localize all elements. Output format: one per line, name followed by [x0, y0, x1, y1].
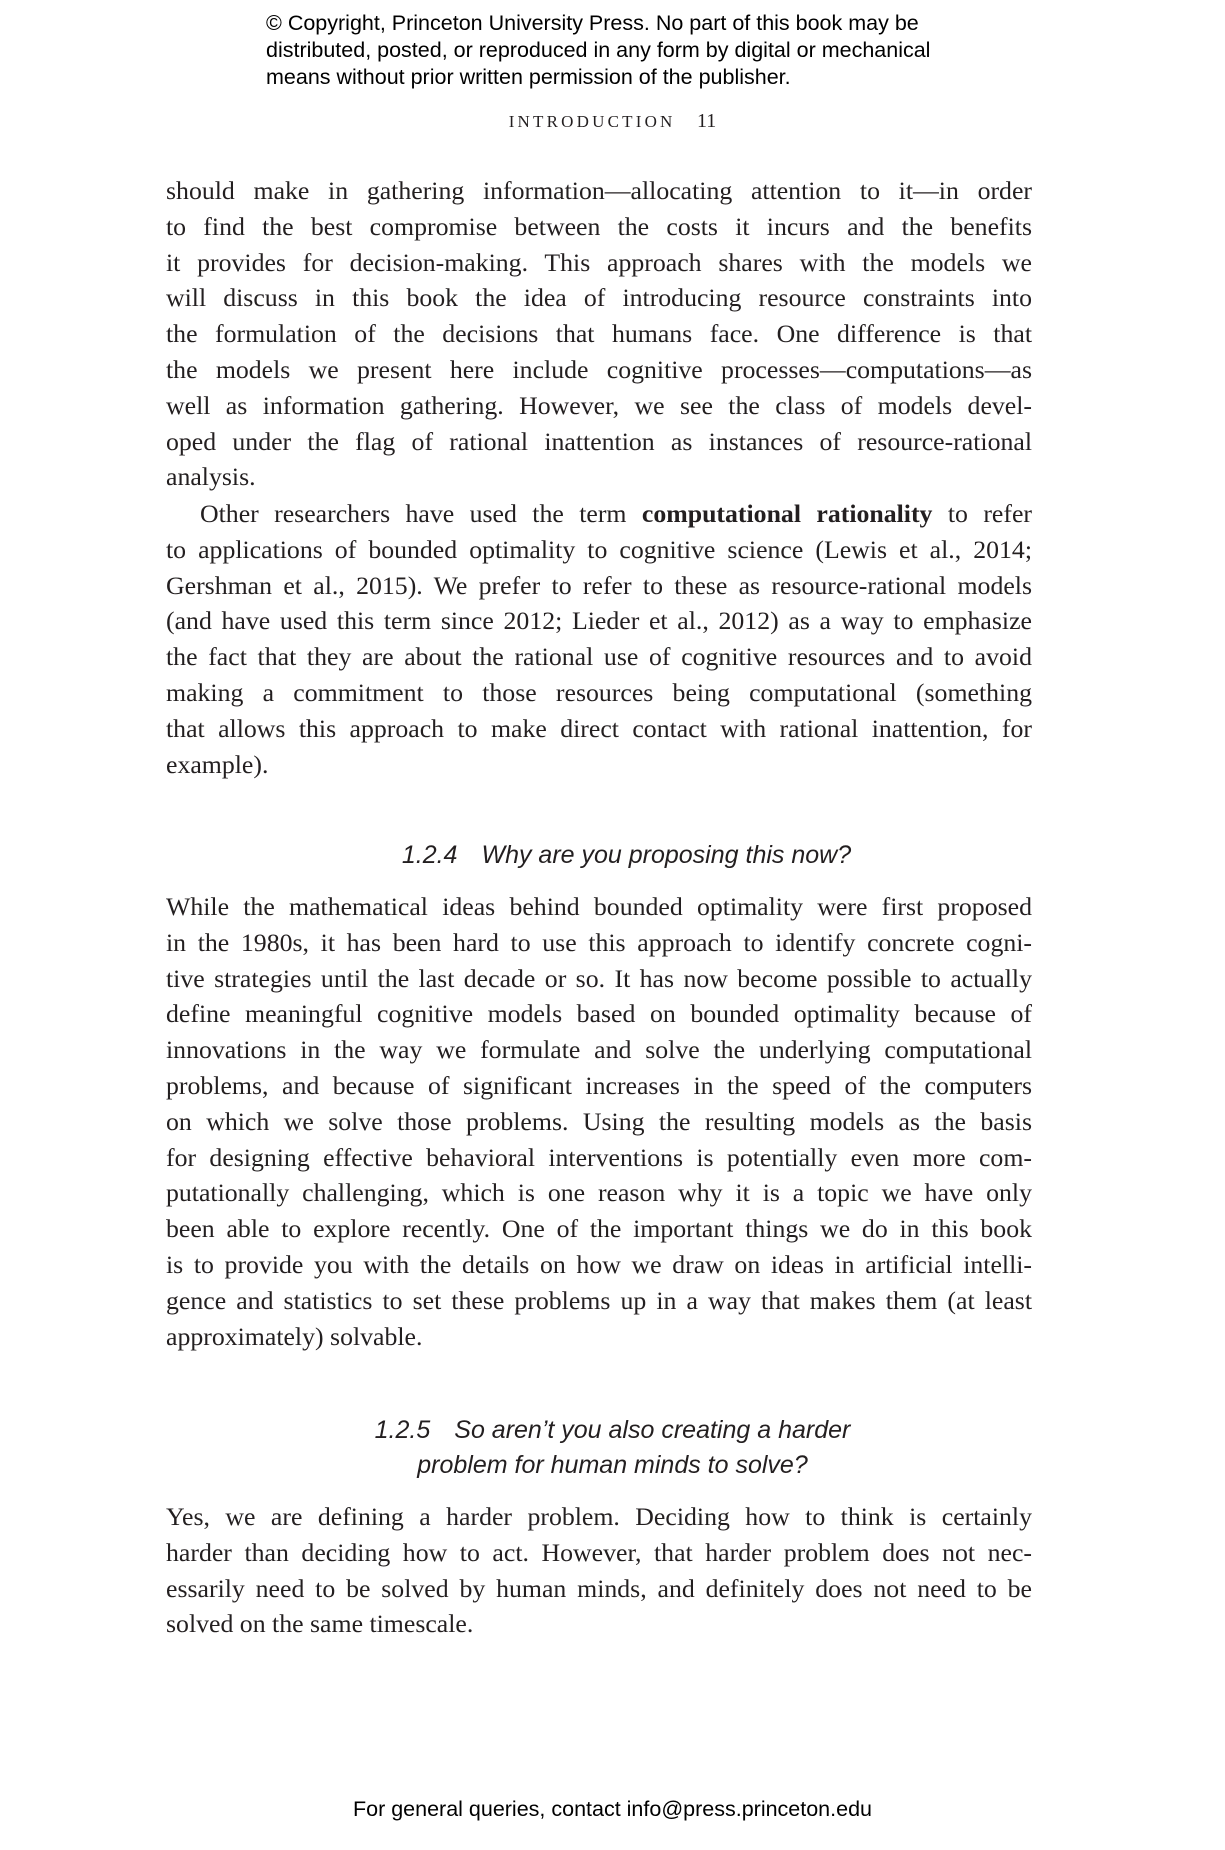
- copyright-line: distributed, posted, or reproduced in any form by digital or mechanical: [266, 38, 931, 62]
- text-line: the formulation of the decisions that humans face. One difference is that: [166, 319, 1032, 349]
- running-head: [0, 110, 1225, 133]
- section-number: 1.2.4: [401, 841, 458, 869]
- text-line: is to provide you with the details on how we draw on ideas in artificial intelli-: [166, 1249, 1032, 1279]
- text-line: Yes, we are defining a harder problem. Deciding how to think is certainly: [166, 1502, 1032, 1531]
- copyright-line: means without prior written permission of the publisher.: [266, 65, 791, 89]
- text-line: essarily need to be solved by human minds, and definitely does not need to be: [166, 1573, 1032, 1603]
- text-line: tive strategies until the last decade or so. It has now become possible to actually: [166, 963, 1032, 993]
- paragraph-computational-rationality: [166, 496, 1032, 782]
- text-line: in the 1980s, it has been hard to use this approach to identify concrete cogni-: [166, 927, 1032, 957]
- text-line: example).: [166, 749, 269, 779]
- text-line: for designing effective behavioral interventions is potentially even more com-: [166, 1142, 1032, 1172]
- text-line-first: [166, 496, 1032, 532]
- footer-contact: For general queries, contact info@press.princeton.edu: [352, 1797, 872, 1821]
- text-run: Other researchers have used the term: [200, 499, 642, 528]
- text-line: will discuss in this book the idea of introducing resource constraints into: [166, 283, 1032, 313]
- section-heading-line: [0, 1413, 1225, 1448]
- text-line: innovations in the way we formulate and solve the underlying computational: [166, 1035, 1032, 1065]
- paragraph-harder-problem: [166, 1499, 1032, 1642]
- text-line: it provides for decision-making. This approach shares with the models we: [166, 247, 1032, 277]
- copyright-notice: [266, 10, 986, 91]
- section-heading-1-2-5: [0, 1413, 1225, 1483]
- text-line: on which we solve those problems. Using the resulting models as the basis: [166, 1106, 1032, 1136]
- text-line: that allows this approach to make direct contact with rational inattention, for: [166, 713, 1032, 743]
- page-number: 11: [697, 110, 717, 132]
- text-line: should make in gathering information—allocating attention to it—in order: [166, 176, 1032, 205]
- text-line: gence and statistics to set these problems up in a way that makes them (at least: [166, 1285, 1032, 1315]
- section-heading-1-2-4: [0, 838, 1225, 873]
- text-line: harder than deciding how to act. However, that harder problem does not nec-: [166, 1537, 1032, 1567]
- text-line: making a commitment to those resources being computational (something: [166, 677, 1032, 707]
- text-line: oped under the flag of rational inattention as instances of resource-rational: [166, 426, 1032, 456]
- text-line: to applications of bounded optimality to cognitive science (Lewis et al., 2014;: [166, 534, 1032, 564]
- text-line: solved on the same timescale.: [166, 1609, 474, 1639]
- text-line: well as information gathering. However, we see the class of models devel-: [166, 390, 1032, 420]
- running-head-section: INTRODUCTION: [508, 112, 676, 131]
- text-run: to refer: [932, 499, 1032, 528]
- text-line: to find the best compromise between the costs it incurs and the benefits: [166, 211, 1032, 241]
- bold-term: computational rationality: [641, 499, 933, 528]
- text-line: problems, and because of significant increases in the speed of the computers: [166, 1070, 1032, 1100]
- text-line: the fact that they are about the rational use of cognitive resources and to avoid: [166, 642, 1032, 672]
- copyright-line: © Copyright, Princeton University Press. No part of this book may be: [266, 11, 919, 35]
- section-title-line1: So aren’t you also creating a harder: [454, 1416, 851, 1444]
- paragraph-why-now: [166, 889, 1032, 1354]
- paragraph-rational-inattention: [166, 173, 1032, 495]
- text-line: Gershman et al., 2015). We prefer to refer to these as resource-rational models: [166, 570, 1032, 600]
- text-line: While the mathematical ideas behind bounded optimality were first proposed: [166, 892, 1032, 921]
- section-title-line2: problem for human minds to solve?: [417, 1451, 808, 1479]
- text-line: putationally challenging, which is one reason why it is a topic we have only: [166, 1178, 1032, 1208]
- text-line: approximately) solvable.: [166, 1321, 423, 1351]
- text-line: been able to explore recently. One of the important things we do in this book: [166, 1214, 1032, 1244]
- text-line: the models we present here include cognitive processes—computations—as: [166, 354, 1032, 384]
- section-number: 1.2.5: [374, 1416, 431, 1444]
- text-line: analysis.: [166, 462, 256, 492]
- section-title: Why are you proposing this now?: [481, 841, 852, 869]
- text-line: (and have used this term since 2012; Lieder et al., 2012) as a way to emphasize: [166, 606, 1032, 636]
- text-line: define meaningful cognitive models based on bounded optimality because of: [166, 999, 1032, 1029]
